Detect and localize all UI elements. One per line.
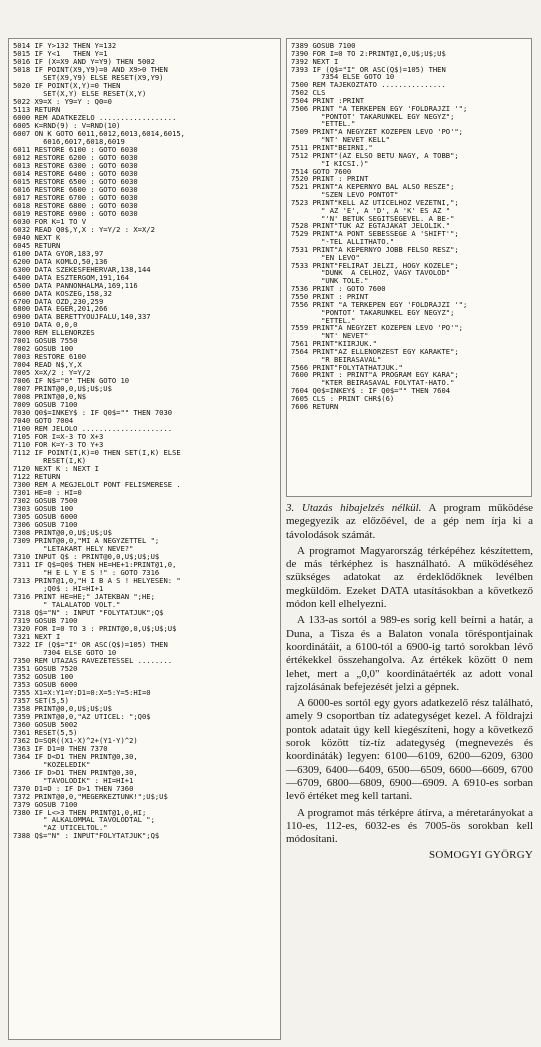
code-line: 7370 D1=D : IF D>1 THEN 7360 — [13, 783, 134, 793]
code-line: 7556 PRINT "A TERKEPEN EGY 'FOLDRAJZI '"; — [291, 299, 468, 309]
code-line: 7536 PRINT : GOTO 7600 — [291, 284, 386, 294]
code-line: 5020 IF POINT(X,Y)=0 THEN — [13, 80, 121, 90]
code-line: 6018 RESTORE 6800 : GOTO 6030 — [13, 200, 138, 210]
code-line: 7361 RESET(5,5) — [13, 727, 78, 737]
code-line: 7009 GOSUB 7100 — [13, 400, 78, 410]
code-line: 6040 NEXT K — [13, 232, 61, 242]
code-line: 7357 SET(5,5) — [13, 695, 69, 705]
code-line: 5014 IF Y>132 THEN Y=132 — [13, 41, 117, 50]
code-line: 7358 PRINT@0,0,U$;U$;U$ — [13, 703, 112, 713]
code-line: 7305 GOSUB 6000 — [13, 512, 78, 522]
code-line: 5015 IF Y<1 THEN Y=1 — [13, 48, 108, 58]
code-line: 7320 FOR I=0 TO 3 : PRINT@0,0,U$;U$;U$ — [13, 623, 177, 633]
code-line: 7531 PRINT"A KEPERNYO JOBB FELSO RESZ"; — [291, 244, 459, 254]
code-line: SET(X9,Y9) ELSE RESET(X9,Y9) — [13, 72, 164, 82]
code-line: 7003 RESTORE 6100 — [13, 352, 87, 362]
code-line: 7309 PRINT@0,0,"MI A NEGYZETTEL "; — [13, 536, 160, 546]
code-line: 7360 GOSUB 5002 — [13, 719, 78, 729]
code-line: 7040 GOTO 7004 — [13, 416, 74, 426]
program-listing-left — [8, 38, 281, 1040]
code-line: 7308 PRINT@0,0,U$;U$;U$ — [13, 528, 112, 538]
code-line: " TALALATOD VOLT." — [13, 599, 121, 609]
code-line: " ALKALOMMAL TAVOLODTAL "; — [13, 815, 155, 825]
code-line: 5016 IF (X=X9 AND Y=Y9) THEN 5002 — [13, 56, 155, 66]
code-line: 7605 CLS : PRINT CHR$(6) — [291, 393, 395, 403]
code-line: 7313 PRINT@1,0,"H I B A S ! HELYESEN: " — [13, 575, 181, 585]
code-line: 7366 IF D>D1 THEN PRINT@0,30, — [13, 767, 138, 777]
code-line: 7300 REM A MEGJELOLT PONT FELISMERESE . — [13, 480, 181, 490]
code-line: 7506 PRINT "A TERKEPEN EGY 'FOLDRAJZI '"; — [291, 103, 468, 113]
code-line: 6032 READ Q0$,Y,X : Y=Y/2 : X=X/2 — [13, 224, 155, 234]
code-line: 6700 DATA OZD,230,259 — [13, 296, 104, 306]
code-line: 7007 PRINT@0,0,U$;U$;U$ — [13, 384, 112, 394]
code-line: " AZ 'E', A 'D', A 'K' ES AZ " — [291, 205, 451, 215]
paragraph-meretarany: A programot más térképre átírva, a méretarányokat a 110-es, 112-es, 6032-es és 7005-ös sorokban kell módosítani. — [286, 806, 533, 846]
code-line: 6016 RESTORE 6600 : GOTO 6030 — [13, 184, 138, 194]
paragraph-terkep: A programot Magyarország térképéhez készítettem, de más térképhez is használható. A működéséhez szükséges adatokat az érdeklődőknek levélben megküldöm. Ezeket DATA utasításokban a következő módon kell elhelyezni. — [286, 544, 533, 611]
code-line: 6005 K=RND(9) : V=RND(10) — [13, 120, 121, 130]
code-line: 7390 FOR I=0 TO 2:PRINT@I,0,U$;U$;U$ — [291, 48, 446, 58]
code-line: 6007 ON K GOTO 6011,6012,6013,6014,6015, — [13, 128, 185, 138]
code-line: 5018 IF POINT(X9,Y9)=0 AND X9>0 THEN — [13, 64, 168, 74]
code-line: 7512 PRINT"(AZ ELSO BETU NAGY, A TOBB"; — [291, 150, 459, 160]
code-line: "'N' BETUK SEGITSEGEVEL. A BE-" — [291, 213, 455, 223]
code-line: 7606 RETURN — [291, 401, 339, 411]
code-line: 6019 RESTORE 6900 : GOTO 6030 — [13, 208, 138, 218]
code-line: 7393 IF (Q$="I" OR ASC(Q$)=105) THEN — [291, 64, 446, 74]
code-line: 7110 FOR K=Y-3 TO Y+3 — [13, 440, 104, 450]
paragraph-text: A program működése megegyezik az előzőével, de a gép nem írja ki a távolodások számát. — [286, 502, 533, 541]
paragraph-utazas — [286, 502, 533, 542]
code-line: "LETAKART HELY NEVE?" — [13, 544, 134, 554]
code-line: 7112 IF POINT(I,K)=0 THEN SET(I,K) ELSE — [13, 448, 181, 458]
code-line: 7561 PRINT"KIIRJUK." — [291, 339, 377, 349]
code-line: 6910 DATA 0,0,0 — [13, 320, 78, 330]
program-listing-right — [286, 38, 532, 497]
code-line: 7008 PRINT@0,0,N$ — [13, 392, 87, 402]
code-line: 6200 DATA KOMLO,50,136 — [13, 256, 108, 266]
code-line: 6030 FOR K=1 TO V — [13, 216, 87, 226]
code-line: 7306 GOSUB 7100 — [13, 520, 78, 530]
code-line: 7322 IF (Q$="I" OR ASC(Q$)=105) THEN — [13, 639, 168, 649]
code-line: 7353 GOSUB 6000 — [13, 679, 78, 689]
code-line: 7388 Q$="N" : INPUT"FOLYTATJUK";Q$ — [13, 831, 160, 841]
code-line: 7362 D=SQR((X1-X)^2+(Y1-Y)^2) — [13, 735, 138, 745]
code-line: SET(X,Y) ELSE RESET(X,Y) — [13, 88, 147, 98]
code-line: 7354 ELSE GOTO 10 — [291, 72, 395, 82]
code-line: 6045 RETURN — [13, 240, 61, 250]
paragraph-adatkezelo: A 6000-es sortól egy gyors adatkezelő rész található, amely 9 csoportban tíz adategységet kezel. A földrajzi pontok adatait úgy kell kiegészíteni, hogy a következő sorok között tíz-tíz adategység (megnevezés és koordináták) legyen: 6100—6109, 6200—6209, 6300—6309, 6400—6409, 6500—6509, 6600—6609, 6700—6709, 6800—6809, 6900—6909. A 6910-es sorban levő értéket meg kell tartani. — [286, 697, 533, 803]
code-line: 7321 NEXT I — [13, 631, 61, 641]
code-line: 6017 RESTORE 6700 : GOTO 6030 — [13, 192, 138, 202]
code-line: 7030 Q0$=INKEY$ : IF Q0$="" THEN 7030 — [13, 408, 173, 418]
code-line: 6500 DATA PANNONHALMA,169,116 — [13, 280, 138, 290]
code-line: "SZEN LEVO PONTOT" — [291, 190, 399, 200]
code-line: 6016,6017,6018,6019 — [13, 136, 125, 146]
code-line: 7318 Q$="N" : INPUT "FOLYTATJUK";Q$ — [13, 607, 164, 617]
code-line: 6400 DATA ESZTERGOM,191,164 — [13, 272, 130, 282]
code-line: "R BEIRASAVAL" — [291, 354, 382, 364]
code-line: "KOZELEDIK" — [13, 759, 91, 769]
code-line: 7500 REM TAJEKOZTATO ............... — [291, 80, 446, 90]
code-line: 7120 NEXT K : NEXT I — [13, 464, 99, 474]
code-line: 7533 PRINT"FELIRAT JELZI, HOGY KOZELE"; — [291, 260, 459, 270]
code-line: 7529 PRINT"A PONT SEBESSEGE A 'SHIFT'"; — [291, 229, 459, 239]
section-heading: 3. Utazás hibajelzés nélkül. — [286, 502, 422, 514]
code-line: 7550 PRINT : PRINT — [291, 292, 369, 301]
code-line: 7006 IF N$="0" THEN GOTO 10 — [13, 376, 130, 386]
author-name: SOMOGYI GYÖRGY — [429, 849, 533, 862]
code-line: 7355 X1=X:Y1=Y:D1=0:X=5:Y=5:HI=0 — [13, 687, 151, 697]
code-line: 7511 PRINT"BEIRNI." — [291, 142, 373, 152]
code-line: 7364 IF D<D1 THEN PRINT@0,30, — [13, 751, 138, 761]
code-line: 7392 NEXT I — [291, 56, 339, 66]
code-line: 7359 PRINT@0,0,"AZ UTICEL: ";Q0$ — [13, 711, 151, 721]
code-line: ;Q0$ : HI=HI+1 — [13, 583, 104, 593]
code-line: 6100 DATA GYOR,183,97 — [13, 248, 104, 258]
code-line: 7002 GOSUB 100 — [13, 344, 74, 354]
code-line: 7105 FOR I=X-3 TO X+3 — [13, 432, 104, 442]
code-line: "PONTOT' TAKARUNKEL EGY NEGYZ"; — [291, 111, 455, 121]
code-line: 5022 X9=X : Y9=Y : Q0=0 — [13, 96, 112, 106]
code-line: "ETTEL." — [291, 315, 356, 325]
code-line: "-TEL ALLITHATO." — [291, 237, 395, 247]
code-line: 7504 PRINT :PRINT — [291, 95, 365, 105]
code-line: 7351 GOSUB 7520 — [13, 663, 78, 673]
code-line: 7502 CLS — [291, 88, 326, 98]
code-line: 6600 DATA KOSZEG,158,32 — [13, 288, 112, 298]
code-line: 7100 REM JELOLO ..................... — [13, 424, 173, 434]
code-line: "DUNK A CELHOZ, VAGY TAVOLOD" — [291, 268, 451, 278]
code-line: 7311 IF Q$=Q0$ THEN HE=HE+1:PRINT@1,0, — [13, 559, 177, 569]
code-line: 7302 GOSUB 7500 — [13, 496, 78, 506]
code-line: "EN LEVO" — [291, 252, 360, 262]
code-line: 5113 RETURN — [13, 104, 61, 114]
code-line: 7310 INPUT Q$ : PRINT@0,0,U$;U$;U$ — [13, 552, 160, 561]
code-line: 6800 DATA EGER,201,266 — [13, 304, 108, 314]
code-line: 7004 READ N$,Y,X — [13, 360, 82, 370]
code-line: 7363 IF D1=0 THEN 7370 — [13, 743, 108, 753]
code-line: "PONTOT' TAKARUNKEL EGY NEGYZ"; — [291, 307, 455, 317]
code-line: 7372 PRINT@0,0,"MEGERKEZTUNK!";U$;U$ — [13, 791, 168, 801]
code-line: 7122 RETURN — [13, 472, 61, 482]
code-line: 7000 REM ELLENORZES — [13, 328, 95, 338]
code-line: 7564 PRINT"AZ ELLENORZEST EGY KARAKTE"; — [291, 346, 459, 356]
code-line: 7379 GOSUB 7100 — [13, 799, 78, 809]
code-line: 7350 REM UTAZAS RAVEZETESSEL ........ — [13, 655, 173, 665]
code-line: 7514 GOTO 7600 — [291, 166, 352, 176]
code-line: "I KICSI.)" — [291, 158, 369, 168]
code-line: 7001 GOSUB 7550 — [13, 336, 78, 346]
paragraph-koordinatak: A 133-as sortól a 989-es sorig kell beírni a határ, a Duna, a Tisza és a Balaton vonala töréspontjainak koordinátáit, a 6100-tól a 6900-ig tartó sorokban lévő értékekkel összehangolva. Az értékek között 0 nem lehet, mert a „0,0" koordinátaérték az adott vonal rajzolásának befejezését jelzi a gépnek. — [286, 614, 533, 693]
code-line: 7005 X=X/2 : Y=Y/2 — [13, 368, 91, 378]
code-line: 7319 GOSUB 7100 — [13, 615, 78, 625]
code-line: "KTER BEIRASAVAL FOLYTAT-HATO." — [291, 378, 455, 388]
code-line: 6012 RESTORE 6200 : GOTO 6030 — [13, 152, 138, 162]
article-text — [286, 502, 533, 863]
code-line: 7304 ELSE GOTO 10 — [13, 647, 117, 657]
code-line: 7316 PRINT HE=HE;" JATEKBAN ";HE; — [13, 591, 155, 601]
code-line: 7600 PRINT : PRINT"A PROGRAM EGY KARA"; — [291, 370, 459, 380]
code-line: 7380 IF L<>3 THEN PRINT@1,0,HI; — [13, 807, 147, 817]
code-line: 6000 REM ADATKEZELO .................. — [13, 112, 177, 122]
code-line: 7509 PRINT"A NEGYZET KOZEPEN LEVO 'PO'"; — [291, 127, 463, 137]
code-line: 7528 PRINT"TUK AZ EGTAJAKAT JELOLIK." — [291, 221, 451, 231]
code-line: 7301 HE=0 : HI=0 — [13, 488, 82, 498]
code-line: 7559 PRINT"A NEGYZET KOZEPEN LEVO 'PO'"; — [291, 323, 463, 333]
code-line: 6900 DATA BERETTYOUJFALU,140,337 — [13, 312, 151, 322]
code-line: "H E L Y E S !" : GOTO 7316 — [13, 567, 160, 577]
code-line: 6011 RESTORE 6100 : GOTO 6030 — [13, 144, 138, 154]
code-line: "AZ UTICELTOL." — [13, 823, 108, 833]
code-line: "TAVOLODIK" : HI=HI+1 — [13, 775, 134, 785]
code-line: RESET(I,K) — [13, 456, 87, 466]
code-line: "UNK TOLE." — [291, 276, 369, 286]
code-line: 7520 PRINT : PRINT — [291, 174, 369, 184]
code-line: 7523 PRINT"KELL AZ UTICELHOZ VEZETNI,"; — [291, 197, 459, 207]
code-line: 7303 GOSUB 100 — [13, 504, 74, 514]
code-line: "NT' NEVET" — [291, 331, 369, 341]
code-line: 6300 DATA SZEKESFEHERVAR,138,144 — [13, 264, 151, 274]
code-line: 7521 PRINT"A KEPERNYO BAL ALSO RESZE"; — [291, 182, 455, 192]
code-line: 7566 PRINT"FOLYTATHATJUK." — [291, 362, 403, 372]
code-line: "NT' NEVET KELL" — [291, 135, 390, 145]
code-line: 6015 RESTORE 6500 : GOTO 6030 — [13, 176, 138, 186]
code-line: 7352 GOSUB 100 — [13, 671, 74, 681]
code-line: "ETTEL." — [291, 119, 356, 129]
code-line: 7389 GOSUB 7100 — [291, 41, 356, 50]
code-line: 6013 RESTORE 6300 : GOTO 6030 — [13, 160, 138, 170]
code-line: 6014 RESTORE 6400 : GOTO 6030 — [13, 168, 138, 178]
code-line: 7604 Q0$=INKEY$ : IF Q0$="" THEN 7604 — [291, 386, 451, 396]
